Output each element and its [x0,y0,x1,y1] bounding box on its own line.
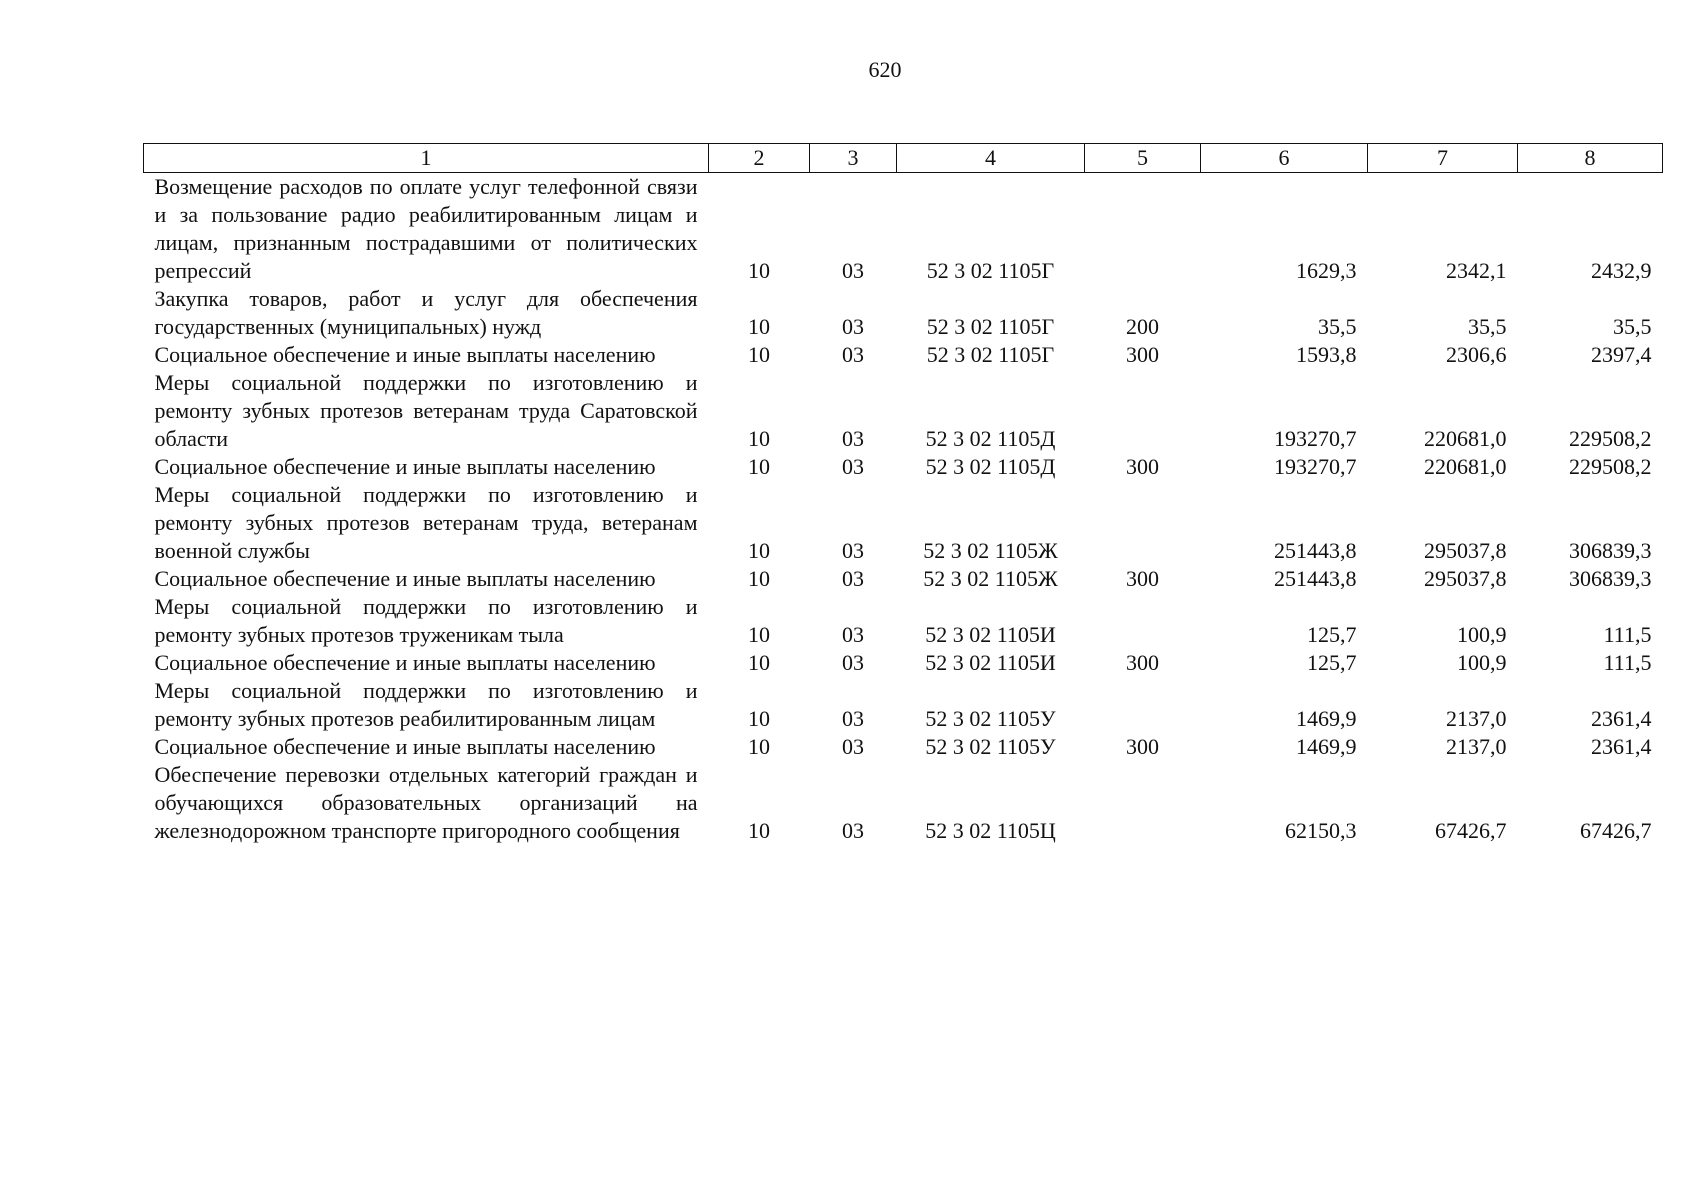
row-value-7: 295037,8 [1424,566,1507,591]
row-section: 10 [748,314,770,339]
row-value-6: 125,7 [1307,650,1357,675]
row-value-6: 125,7 [1307,622,1357,647]
row-value-6: 1629,3 [1296,258,1357,283]
row-value-7: 220681,0 [1424,454,1507,479]
row-value-8: 229508,2 [1569,426,1652,451]
row-value-6: 193270,7 [1274,454,1357,479]
header-col-7: 7 [1368,144,1518,173]
row-section: 10 [748,566,770,591]
row-expense-type: 300 [1126,342,1159,367]
header-col-1: 1 [144,144,709,173]
row-target-code: 52 3 02 1105И [925,622,1056,647]
row-value-6: 1469,9 [1296,706,1357,731]
row-name: Социальное обеспечение и иные выплаты населению [154,734,656,759]
row-expense-type [1085,173,1201,286]
table-row [144,173,1663,286]
row-value-8: 229508,2 [1569,454,1652,479]
row-target-code: 52 3 02 1105У [925,734,1056,759]
row-name: Возмещение расходов по оплате услуг телефонной связи и за пользование радио реабилитированным лицам и лицам, признанным пострадавшими от политических репрессий [154,174,698,283]
row-section: 10 [748,818,770,843]
row-subsection: 03 [842,734,864,759]
header-col-8: 8 [1518,144,1663,173]
row-value-8: 67426,7 [1580,818,1652,843]
row-subsection: 03 [842,650,864,675]
header-col-3: 3 [810,144,897,173]
row-name: Меры социальной поддержки по изготовлению и ремонту зубных протезов труженикам тыла [154,594,698,647]
row-target-code: 52 3 02 1105Ж [923,538,1058,563]
table-row [144,369,1663,453]
row-value-6: 251443,8 [1274,538,1357,563]
row-expense-type [1085,369,1201,453]
row-subsection: 03 [842,258,864,283]
row-target-code: 52 3 02 1105У [925,706,1056,731]
row-expense-type: 300 [1126,566,1159,591]
row-section: 10 [748,734,770,759]
row-target-code: 52 3 02 1105Г [926,258,1055,283]
table-body [144,173,1663,846]
table-header [144,144,1663,173]
row-name: Меры социальной поддержки по изготовлению и ремонту зубных протезов ветеранам труда, ветеранам военной службы [154,482,698,563]
row-name: Меры социальной поддержки по изготовлению и ремонту зубных протезов ветеранам труда Саратовской области [154,370,698,451]
row-subsection: 03 [842,454,864,479]
table-row [144,565,1663,593]
row-subsection: 03 [842,426,864,451]
row-value-6: 251443,8 [1274,566,1357,591]
row-value-8: 2432,9 [1591,258,1652,283]
row-name: Социальное обеспечение и иные выплаты населению [154,454,656,479]
header-col-4: 4 [897,144,1085,173]
header-col-2: 2 [709,144,810,173]
row-target-code: 52 3 02 1105Г [926,314,1055,339]
row-target-code: 52 3 02 1105Г [926,342,1055,367]
table-row [144,761,1663,845]
row-value-6: 35,5 [1318,314,1357,339]
row-expense-type [1085,481,1201,565]
row-name: Закупка товаров, работ и услуг для обеспечения государственных (муниципальных) нужд [154,286,698,339]
row-subsection: 03 [842,566,864,591]
row-subsection: 03 [842,622,864,647]
row-target-code: 52 3 02 1105Ц [925,818,1056,843]
row-section: 10 [748,454,770,479]
row-value-8: 111,5 [1603,622,1652,647]
row-value-7: 2306,6 [1446,342,1507,367]
row-value-7: 2137,0 [1446,706,1507,731]
row-target-code: 52 3 02 1105Д [925,426,1056,451]
page-number: 620 [868,57,902,82]
row-value-8: 2361,4 [1591,706,1652,731]
row-value-7: 295037,8 [1424,538,1507,563]
row-subsection: 03 [842,314,864,339]
row-value-6: 62150,3 [1285,818,1357,843]
header-row [144,144,1663,173]
table-row [144,677,1663,733]
row-value-7: 220681,0 [1424,426,1507,451]
row-target-code: 52 3 02 1105И [925,650,1056,675]
row-section: 10 [748,342,770,367]
row-value-6: 1469,9 [1296,734,1357,759]
row-value-7: 67426,7 [1435,818,1507,843]
row-value-6: 1593,8 [1296,342,1357,367]
row-subsection: 03 [842,342,864,367]
row-value-7: 100,9 [1457,650,1507,675]
row-value-8: 2397,4 [1591,342,1652,367]
row-value-8: 35,5 [1613,314,1652,339]
row-name: Социальное обеспечение и иные выплаты населению [154,342,656,367]
table-row [144,593,1663,649]
row-expense-type: 200 [1126,314,1159,339]
row-name: Меры социальной поддержки по изготовлению и ремонту зубных протезов реабилитированным лицам [154,678,698,731]
row-name: Обеспечение перевозки отдельных категорий граждан и обучающихся образовательных организаций на железнодорожном транспорте пригородного сообщения [154,762,698,843]
row-expense-type: 300 [1126,454,1159,479]
budget-table [143,143,1663,845]
table-row [144,649,1663,677]
row-section: 10 [748,650,770,675]
row-section: 10 [748,706,770,731]
table-row [144,285,1663,341]
row-subsection: 03 [842,538,864,563]
header-col-5: 5 [1085,144,1201,173]
row-value-7: 35,5 [1468,314,1507,339]
row-expense-type: 300 [1126,650,1159,675]
row-section: 10 [748,622,770,647]
table-row [144,453,1663,481]
row-subsection: 03 [842,818,864,843]
row-value-7: 2137,0 [1446,734,1507,759]
table-row [144,733,1663,761]
row-expense-type [1085,761,1201,845]
row-value-6: 193270,7 [1274,426,1357,451]
table-row [144,341,1663,369]
row-name: Социальное обеспечение и иные выплаты населению [154,650,656,675]
row-target-code: 52 3 02 1105Д [925,454,1056,479]
row-section: 10 [748,258,770,283]
row-name: Социальное обеспечение и иные выплаты населению [154,566,656,591]
row-value-7: 100,9 [1457,622,1507,647]
row-value-8: 111,5 [1603,650,1652,675]
row-section: 10 [748,426,770,451]
header-col-6: 6 [1201,144,1368,173]
row-section: 10 [748,538,770,563]
row-value-8: 306839,3 [1569,566,1652,591]
row-value-7: 2342,1 [1446,258,1507,283]
row-expense-type: 300 [1126,734,1159,759]
row-value-8: 2361,4 [1591,734,1652,759]
row-expense-type [1085,593,1201,649]
table-row [144,481,1663,565]
row-target-code: 52 3 02 1105Ж [923,566,1058,591]
row-expense-type [1085,677,1201,733]
row-subsection: 03 [842,706,864,731]
row-value-8: 306839,3 [1569,538,1652,563]
